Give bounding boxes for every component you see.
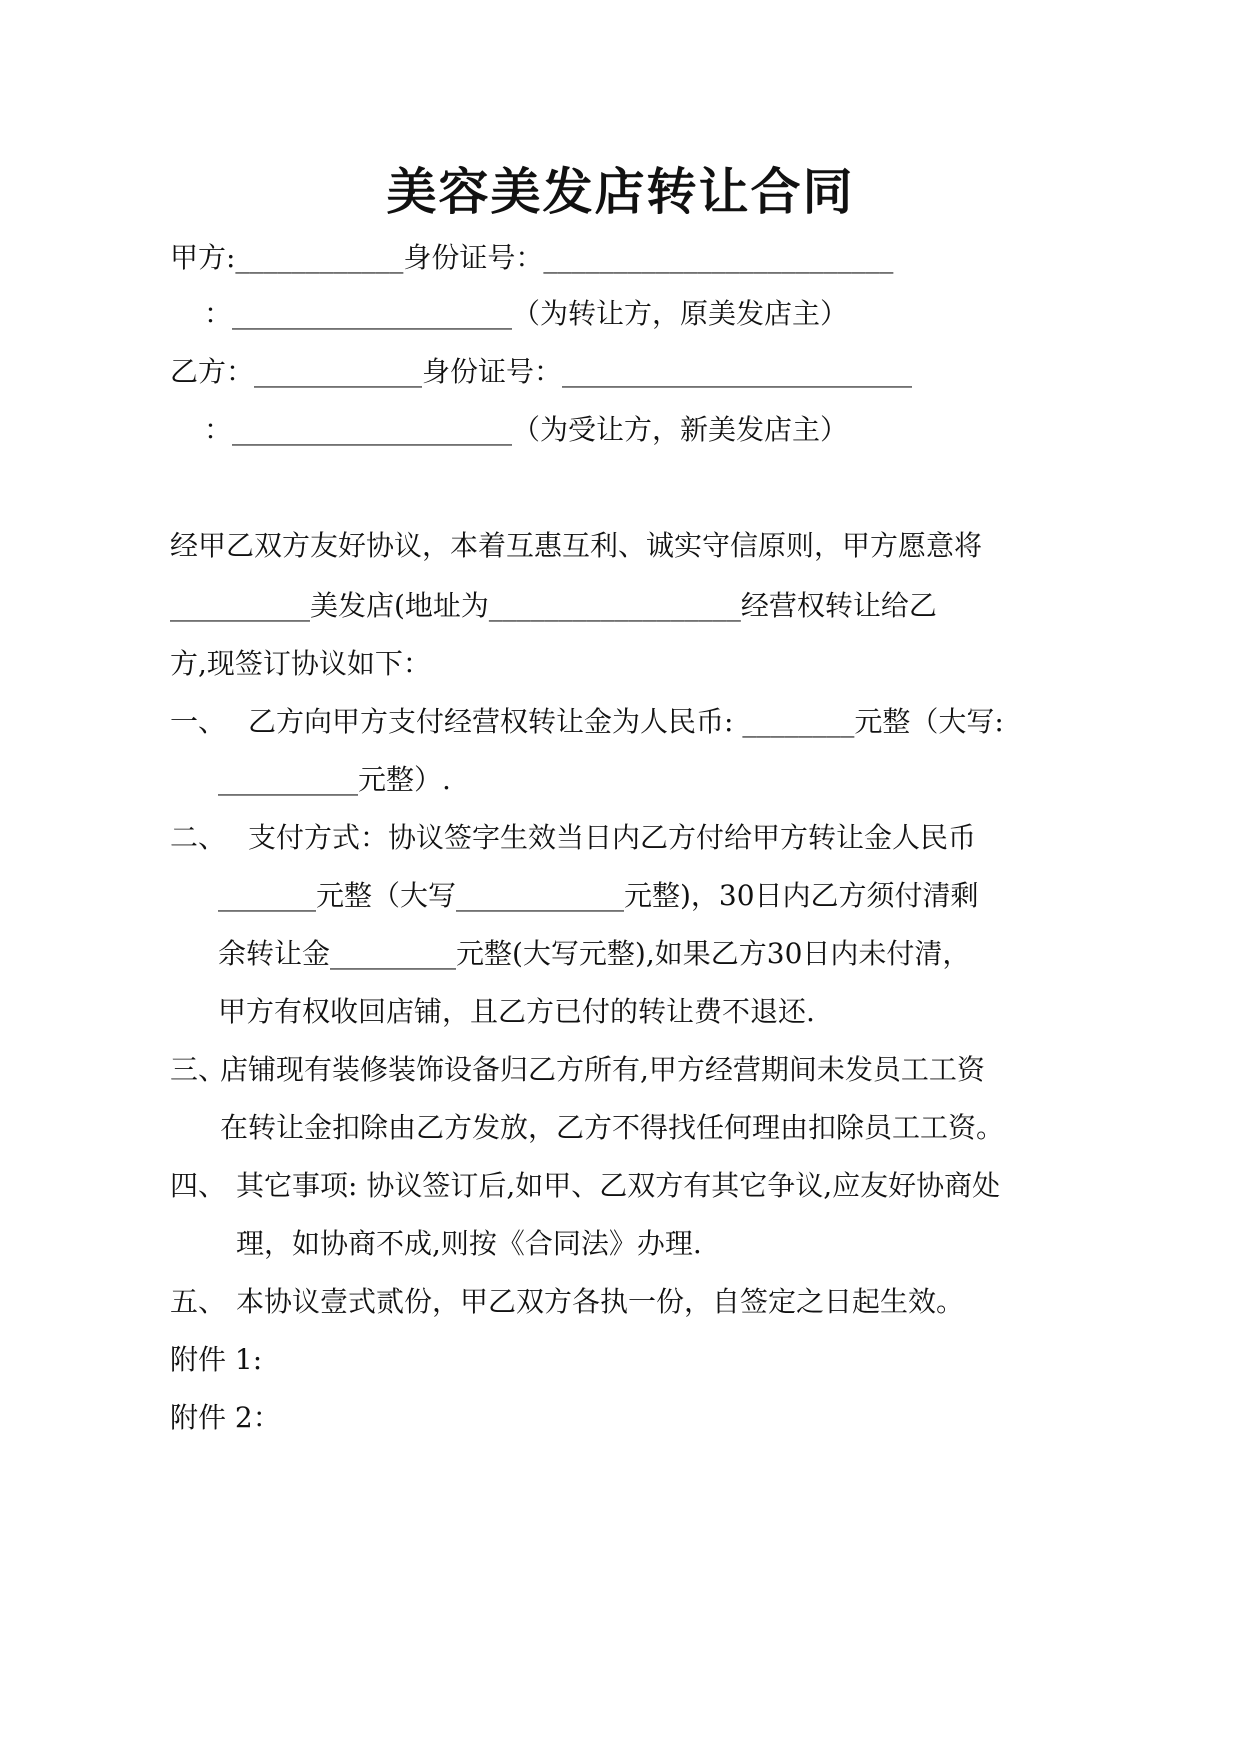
party-a-line: 甲方:____________身份证号：_________________________ (170, 241, 894, 274)
clause-3-line-1: 店铺现有装修装饰设备归乙方所有,甲方经营期间未发员工工资 (220, 1053, 985, 1086)
intro-line-2: __________美发店(地址为__________________经营权转让给乙 (170, 589, 937, 622)
attachment-1: 附件 1: (170, 1343, 263, 1376)
clause-4-line-1: 其它事项: 协议签订后,如甲、乙双方有其它争议,应友好协商处 (236, 1169, 1001, 1202)
party-b-note: ：____________________（为受让方，新美发店主） (204, 413, 849, 446)
party-a-note: ：____________________（为转让方，原美发店主） (204, 297, 849, 330)
clause-1-line-2: __________元整）. (218, 763, 451, 796)
clause-5-line-1: 本协议壹式贰份，甲乙双方各执一份，自签定之日起生效。 (236, 1285, 965, 1318)
clause-2-line-2: _______元整（大写____________元整)，30日内乙方须付清剩 (218, 879, 979, 912)
party-b-line: 乙方：____________身份证号：_________________________ (170, 355, 913, 388)
clause-4-line-2: 理，如协商不成,则按《合同法》办理. (236, 1227, 702, 1260)
clause-5-number: 五、 (170, 1285, 227, 1318)
document-title: 美容美发店转让合同 (386, 162, 855, 221)
clause-2-line-4: 甲方有权收回店铺，且乙方已付的转让费不退还. (218, 995, 815, 1028)
intro-line-1: 经甲乙双方友好协议，本着互惠互利、诚实守信原则，甲方愿意将 (170, 529, 983, 562)
clause-2-line-3: 余转让金_________元整(大写元整),如果乙方30日内未付清， (218, 937, 971, 970)
attachment-2: 附件 2： (170, 1401, 281, 1434)
clause-1-number: 一、 (170, 705, 227, 738)
clause-4-number: 四、 (170, 1169, 227, 1202)
intro-line-3: 方,现签订协议如下： (170, 647, 431, 680)
clause-1-line-1: 乙方向甲方支付经营权转让金为人民币: ________元整（大写: (248, 705, 1004, 738)
clause-3-number: 三、 (170, 1053, 227, 1086)
clause-3-line-2: 在转让金扣除由乙方发放，乙方不得找任何理由扣除员工工资。 (220, 1111, 1005, 1144)
clause-2-number: 二、 (170, 821, 227, 854)
clause-2-line-1: 支付方式：协议签字生效当日内乙方付给甲方转让金人民币 (248, 821, 977, 854)
